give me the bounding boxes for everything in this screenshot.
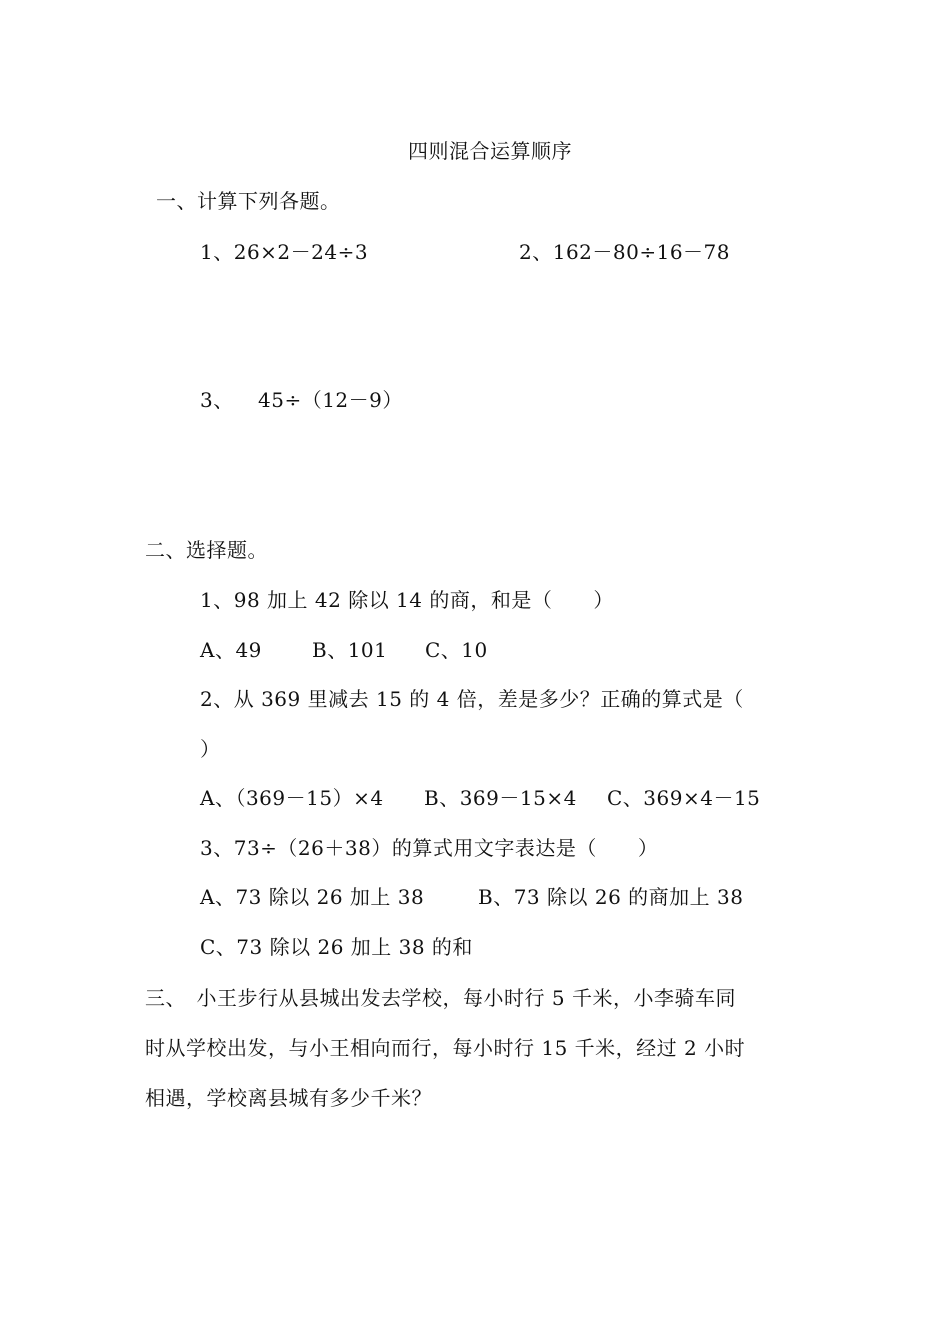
- calc-problem-3-label: 3、: [200, 388, 234, 412]
- choice-question-3: 3、73÷（26＋38）的算式用文字表达是（ ）: [200, 836, 659, 860]
- calc-problem-2: 2、162－80÷16－78: [519, 240, 731, 264]
- section-3-word-problem-line-2: 时从学校出发，与小王相向而行，每小时行 15 千米，经过 2 小时: [145, 1036, 746, 1060]
- section-2-heading: 二、选择题。: [145, 538, 268, 562]
- calc-problem-3-expression: 45÷（12－9）: [258, 388, 403, 412]
- choice-question-1-option-a: A、49: [200, 638, 262, 662]
- choice-question-3-option-b: B、73 除以 26 的商加上 38: [478, 885, 744, 909]
- section-3-word-problem-line-1: 三、 小王步行从县城出发去学校，每小时行 5 千米，小李骑车同: [145, 986, 736, 1010]
- calc-problem-1: 1、26×2－24÷3: [200, 240, 369, 264]
- choice-question-1-option-c: C、10: [425, 638, 488, 662]
- choice-question-3-option-a: A、73 除以 26 加上 38: [200, 885, 425, 909]
- choice-question-2-option-c: C、369×4－15: [607, 786, 761, 810]
- choice-question-1: 1、98 加上 42 除以 14 的商，和是（ ）: [200, 588, 614, 612]
- section-1-heading: 一、计算下列各题。: [156, 189, 341, 213]
- choice-question-2-option-b: B、369－15×4: [424, 786, 577, 810]
- section-3-word-problem-line-3: 相遇，学校离县城有多少千米？: [145, 1086, 432, 1110]
- page-title: 四则混合运算顺序: [408, 139, 572, 163]
- choice-question-2-option-a: A、（369－15）×4: [200, 786, 384, 810]
- choice-question-1-option-b: B、101: [312, 638, 388, 662]
- choice-question-2-line-1: 2、从 369 里减去 15 的 4 倍，差是多少？正确的算式是（: [200, 687, 744, 711]
- choice-question-3-option-c: C、73 除以 26 加上 38 的和: [200, 935, 473, 959]
- choice-question-2-line-2: ）: [200, 737, 221, 761]
